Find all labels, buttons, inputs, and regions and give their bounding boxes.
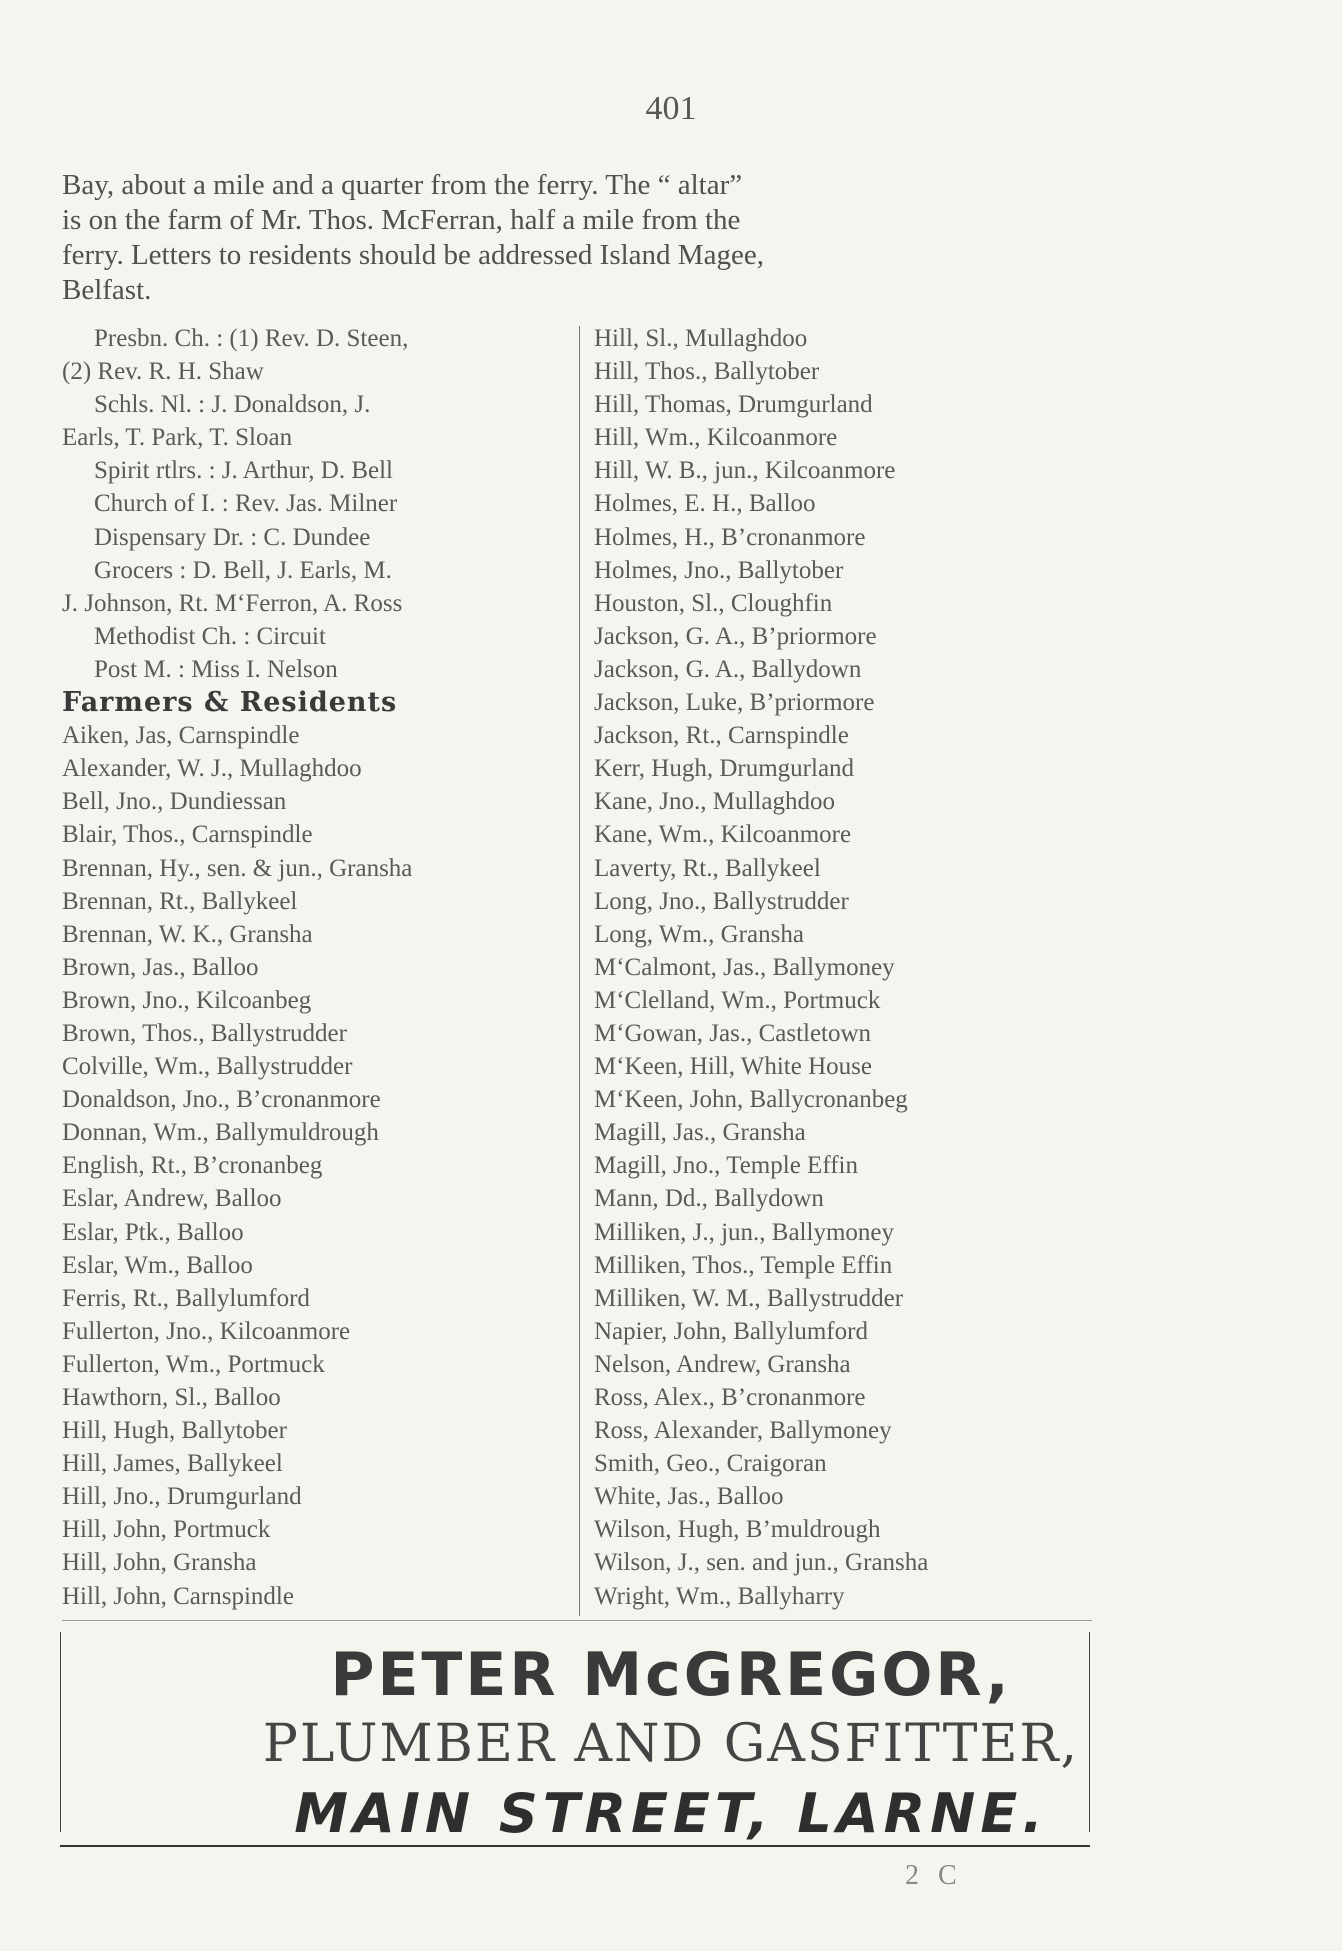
directory-entry: Dispensary Dr. : C. Dundee (94, 523, 371, 551)
directory-entry: Wright, Wm., Ballyharry (594, 1582, 845, 1610)
directory-entry: Hawthorn, Sl., Balloo (62, 1384, 281, 1411)
directory-entry: Ferris, Rt., Ballylumford (62, 1284, 310, 1312)
directory-entry: Jackson, G. A., B’priormore (594, 622, 877, 650)
directory-entry: Bell, Jno., Dundiessan (62, 788, 287, 816)
directory-entry: Schls. Nl. : J. Donaldson, J. (94, 391, 371, 419)
advertiser-name: PETER McGREGOR, (330, 1640, 1012, 1710)
list-end-rule (62, 1620, 1092, 1621)
signature-mark: 2 C (905, 1860, 963, 1891)
directory-entry: Grocers : D. Bell, J. Earls, M. (94, 556, 392, 584)
right-directory-column (594, 322, 1134, 1613)
directory-entry: Hill, W. B., jun., Kilcoanmore (594, 457, 896, 485)
directory-entry: M‘Keen, Hill, White House (594, 1053, 872, 1081)
intro-line: ferry. Letters to residents should be addressed Island Magee, (62, 239, 764, 271)
directory-entry: Church of I. : Rev. Jas. Milner (94, 490, 398, 518)
directory-entry: Holmes, H., B’cronanmore (594, 523, 866, 551)
directory-entry: Kane, Wm., Kilcoanmore (594, 821, 852, 849)
directory-entry: Donaldson, Jno., B’cronanmore (62, 1086, 381, 1114)
section-heading-farmers-residents: Farmers & Residents (62, 687, 398, 719)
directory-entry: Hill, John, Portmuck (62, 1516, 271, 1544)
directory-entry: Blair, Thos., Carnspindle (62, 821, 313, 849)
directory-entry: Alexander, W. J., Mullaghdoo (62, 755, 362, 783)
directory-entry: Hill, Sl., Mullaghdoo (594, 325, 808, 352)
directory-entry: M‘Gowan, Jas., Castletown (594, 1019, 872, 1047)
directory-entry: Magill, Jas., Gransha (594, 1119, 806, 1147)
directory-entry: Milliken, J., jun., Ballymoney (594, 1218, 894, 1246)
directory-entry: Ross, Alexander, Ballymoney (594, 1417, 892, 1445)
directory-entry: Brown, Jno., Kilcoanbeg (62, 986, 312, 1014)
left-directory-column (62, 322, 574, 1613)
directory-entry: Fullerton, Wm., Portmuck (62, 1350, 325, 1378)
directory-entry: (2) Rev. R. H. Shaw (62, 358, 264, 386)
directory-entry: Eslar, Wm., Balloo (62, 1251, 253, 1279)
directory-entry: Post M. : Miss I. Nelson (94, 655, 338, 683)
directory-entry: Houston, Sl., Cloughfin (594, 589, 833, 617)
directory-entry: Hill, Thos., Ballytober (594, 358, 820, 386)
directory-entry: Long, Jno., Ballystrudder (594, 887, 849, 915)
directory-entry: Smith, Geo., Craigoran (594, 1450, 827, 1478)
directory-entry: Hill, John, Gransha (62, 1549, 257, 1577)
column-divider (579, 326, 580, 1616)
directory-entry: English, Rt., B’cronanbeg (62, 1152, 323, 1180)
directory-entry: Napier, John, Ballylumford (594, 1317, 868, 1345)
advertisement-bottom-rule (60, 1845, 1090, 1847)
page-number: 401 (645, 90, 697, 127)
directory-entry: Milliken, W. M., Ballystrudder (594, 1284, 904, 1312)
directory-entry: Brennan, W. K., Gransha (62, 920, 313, 948)
directory-entry: Nelson, Andrew, Gransha (594, 1350, 851, 1378)
directory-entry: Wilson, J., sen. and jun., Gransha (594, 1549, 929, 1577)
directory-entry: Methodist Ch. : Circuit (94, 622, 326, 650)
directory-entry: Colville, Wm., Ballystrudder (62, 1053, 353, 1081)
directory-entry: Laverty, Rt., Ballykeel (594, 854, 821, 882)
directory-entry: M‘Calmont, Jas., Ballymoney (594, 953, 895, 981)
directory-entry: Hill, Hugh, Ballytober (62, 1417, 287, 1445)
directory-entry: Spirit rtlrs. : J. Arthur, D. Bell (94, 457, 393, 485)
directory-entry: Jackson, Luke, B’priormore (594, 689, 875, 717)
directory-entry: Hill, James, Ballykeel (62, 1450, 283, 1478)
directory-entry: Magill, Jno., Temple Effin (594, 1152, 858, 1180)
directory-entry: J. Johnson, Rt. M‘Ferron, A. Ross (62, 589, 403, 617)
directory-entry: Earls, T. Park, T. Sloan (62, 424, 293, 452)
directory-entry: Donnan, Wm., Ballymuldrough (62, 1119, 379, 1147)
intro-line: Bay, about a mile and a quarter from the ferry. The “ altar” (62, 169, 743, 201)
directory-entry: M‘Clelland, Wm., Portmuck (594, 986, 881, 1014)
directory-entry: Long, Wm., Gransha (594, 920, 804, 948)
advertiser-trade: PLUMBER AND GASFITTER, (262, 1714, 1080, 1774)
intro-line: Belfast. (62, 274, 152, 306)
directory-entry: Eslar, Ptk., Balloo (62, 1218, 244, 1246)
directory-entry: Jackson, G. A., Ballydown (594, 655, 862, 683)
directory-entry: Jackson, Rt., Carnspindle (594, 722, 849, 750)
directory-entry: Hill, Thomas, Drumgurland (594, 391, 873, 419)
directory-entry: Holmes, Jno., Ballytober (594, 556, 844, 584)
directory-entry: White, Jas., Balloo (594, 1483, 784, 1511)
directory-entry: Brennan, Hy., sen. & jun., Gransha (62, 854, 413, 882)
directory-entry: Ross, Alex., B’cronanmore (594, 1384, 866, 1411)
directory-entry: Hill, John, Carnspindle (62, 1582, 294, 1610)
directory-entry: M‘Keen, John, Ballycronanbeg (594, 1086, 908, 1114)
directory-entry: Holmes, E. H., Balloo (594, 490, 816, 518)
directory-entry: Fullerton, Jno., Kilcoanmore (62, 1317, 351, 1345)
intro-line: is on the farm of Mr. Thos. McFerran, half a mile from the (62, 204, 741, 236)
directory-entry: Eslar, Andrew, Balloo (62, 1185, 282, 1213)
directory-entry: Kerr, Hugh, Drumgurland (594, 755, 855, 783)
directory-entry: Brennan, Rt., Ballykeel (62, 887, 298, 915)
directory-entry: Aiken, Jas, Carnspindle (62, 722, 300, 750)
advertiser-address: MAIN STREET, LARNE. (294, 1782, 1048, 1845)
directory-entry: Milliken, Thos., Temple Effin (594, 1251, 893, 1279)
directory-entry: Brown, Jas., Balloo (62, 953, 259, 981)
directory-entry: Brown, Thos., Ballystrudder (62, 1019, 347, 1047)
directory-entry: Kane, Jno., Mullaghdoo (594, 788, 835, 816)
directory-entry: Wilson, Hugh, B’muldrough (594, 1516, 881, 1544)
directory-entry: Hill, Jno., Drumgurland (62, 1483, 302, 1511)
directory-entry: Hill, Wm., Kilcoanmore (594, 424, 838, 452)
intro-paragraph (62, 168, 1092, 308)
directory-entry: Presbn. Ch. : (1) Rev. D. Steen, (94, 325, 409, 352)
directory-entry: Mann, Dd., Ballydown (594, 1185, 824, 1213)
